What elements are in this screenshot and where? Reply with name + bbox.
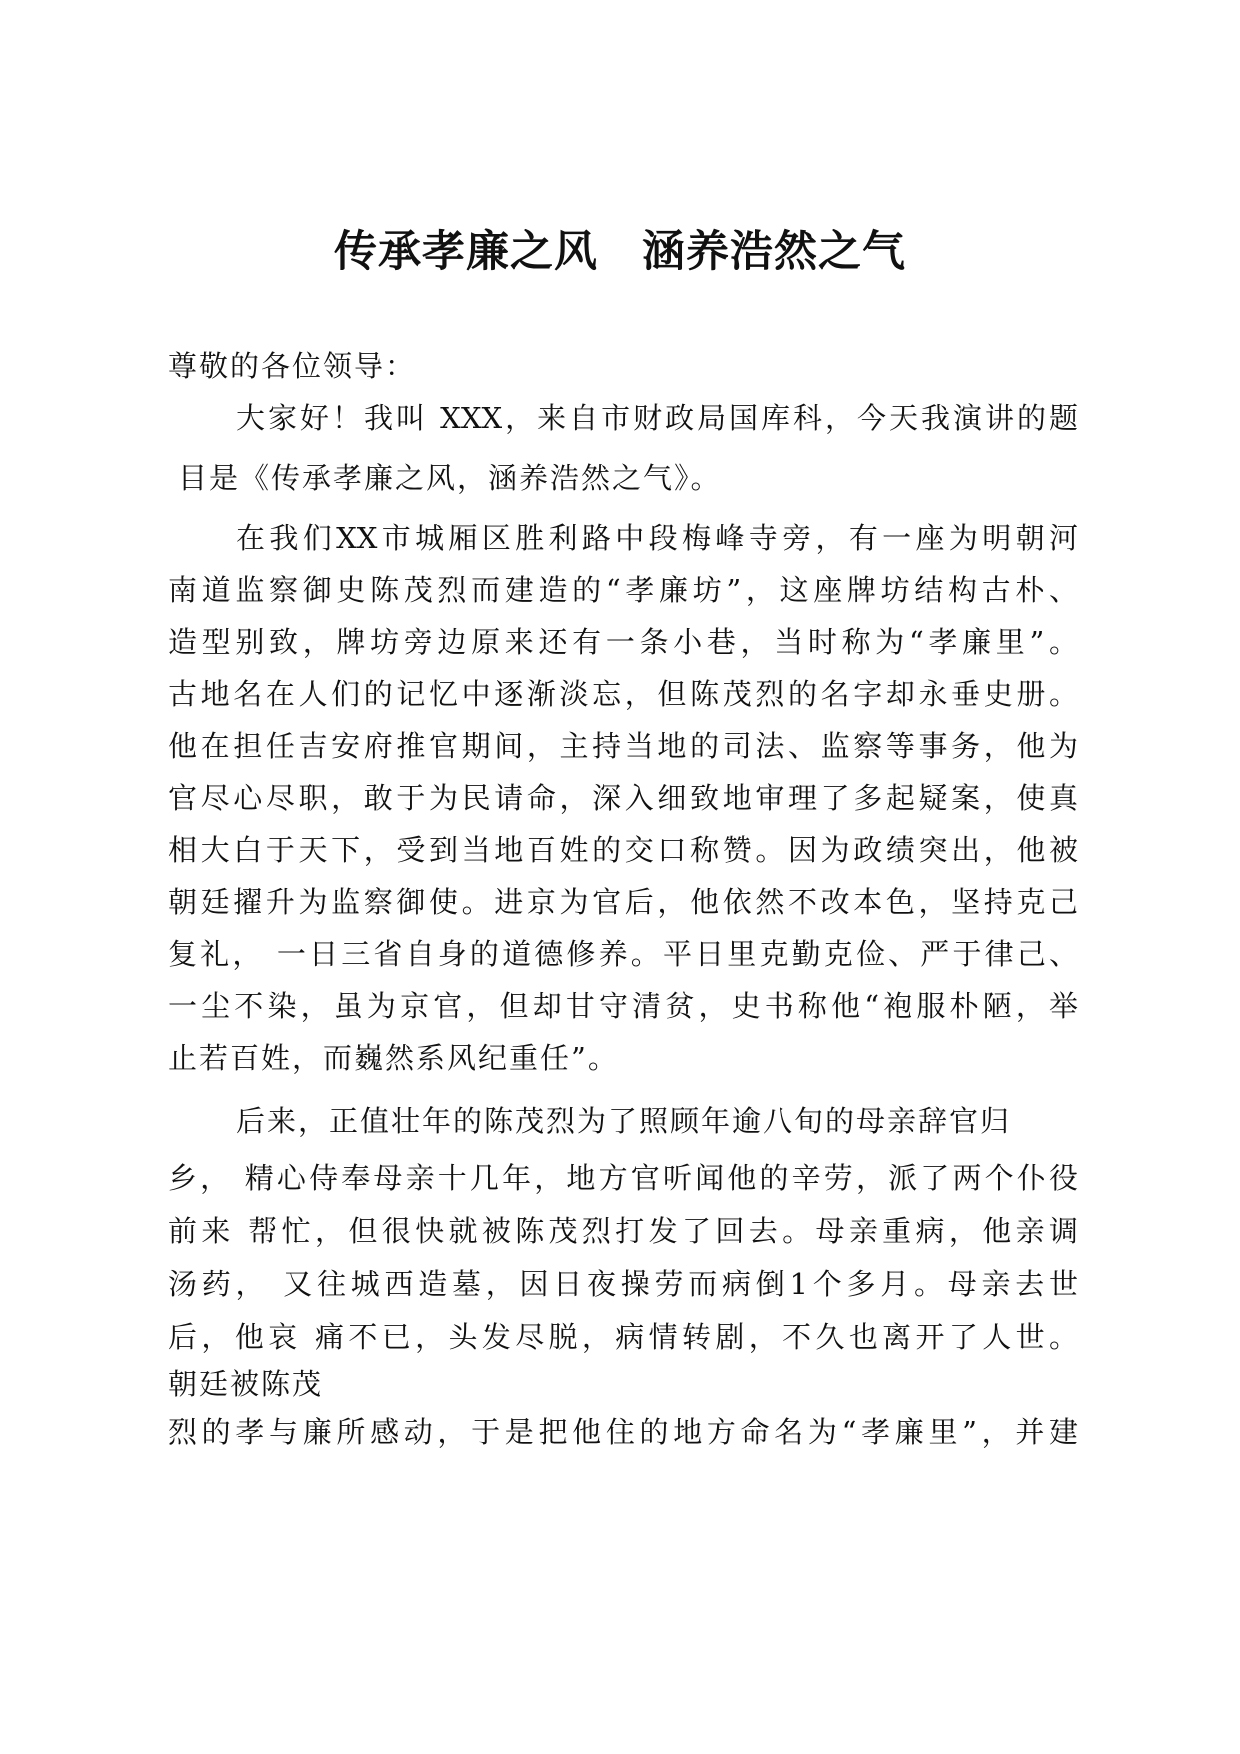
paragraph-line: 汤药， 又往城西造墓，因日夜操劳而病倒1个多月。母亲去世 — [168, 1267, 1078, 1301]
paragraph-line: 在我们XX市城厢区胜利路中段梅峰寺旁，有一座为明朝河 — [236, 521, 1078, 555]
paragraph-line: 大家好！我叫 XXX，来自市财政局国库科，今天我演讲的题 — [236, 401, 1078, 435]
paragraph-line: 烈的孝与廉所感动，于是把他住的地方命名为“孝廉里”，并建 — [168, 1415, 1078, 1449]
paragraph-line: 古地名在人们的记忆中逐渐淡忘，但陈茂烈的名字却永垂史册。 — [168, 677, 1078, 711]
paragraph-line: 止若百姓，而巍然系风纪重任”。 — [168, 1041, 619, 1075]
paragraph-line: 后，他哀 痛不已，头发尽脱，病情转剧，不久也离开了人世。 — [168, 1320, 1078, 1354]
salutation: 尊敬的各位领导： — [168, 349, 417, 383]
paragraph-line: 朝廷被陈茂 — [168, 1367, 324, 1401]
paragraph-line: 目是《传承孝廉之风，涵养浩然之气》。 — [178, 461, 722, 495]
paragraph-line: 官尽心尽职，敢于为民请命，深入细致地审理了多起疑案，使真 — [168, 781, 1078, 815]
paragraph-line: 乡， 精心侍奉母亲十几年，地方官听闻他的辛劳，派了两个仆役 — [168, 1161, 1078, 1195]
paragraph-line: 前来 帮忙，但很快就被陈茂烈打发了回去。母亲重病，他亲调 — [168, 1214, 1078, 1248]
paragraph-line: 他在担任吉安府推官期间，主持当地的司法、监察等事务，他为 — [168, 729, 1078, 763]
paragraph-line: 南道监察御史陈茂烈而建造的“孝廉坊”，这座牌坊结构古朴、 — [168, 573, 1078, 607]
document-title: 传承孝廉之风 涵养浩然之气 — [334, 227, 906, 277]
paragraph-line: 相大白于天下，受到当地百姓的交口称赞。因为政绩突出，他被 — [168, 833, 1078, 867]
paragraph-line: 一尘不染，虽为京官，但却甘守清贫，史书称他“袍服朴陋，举 — [168, 989, 1078, 1023]
paragraph-line: 造型别致，牌坊旁边原来还有一条小巷，当时称为“孝廉里”。 — [168, 625, 1078, 659]
paragraph-line: 后来，正值壮年的陈茂烈为了照顾年逾八旬的母亲辞官归 — [236, 1104, 1012, 1138]
paragraph-line: 朝廷擢升为监察御使。进京为官后，他依然不改本色，坚持克己 — [168, 885, 1078, 919]
paragraph-line: 复礼， 一日三省自身的道德修养。平日里克勤克俭、严于律己、 — [168, 937, 1078, 971]
